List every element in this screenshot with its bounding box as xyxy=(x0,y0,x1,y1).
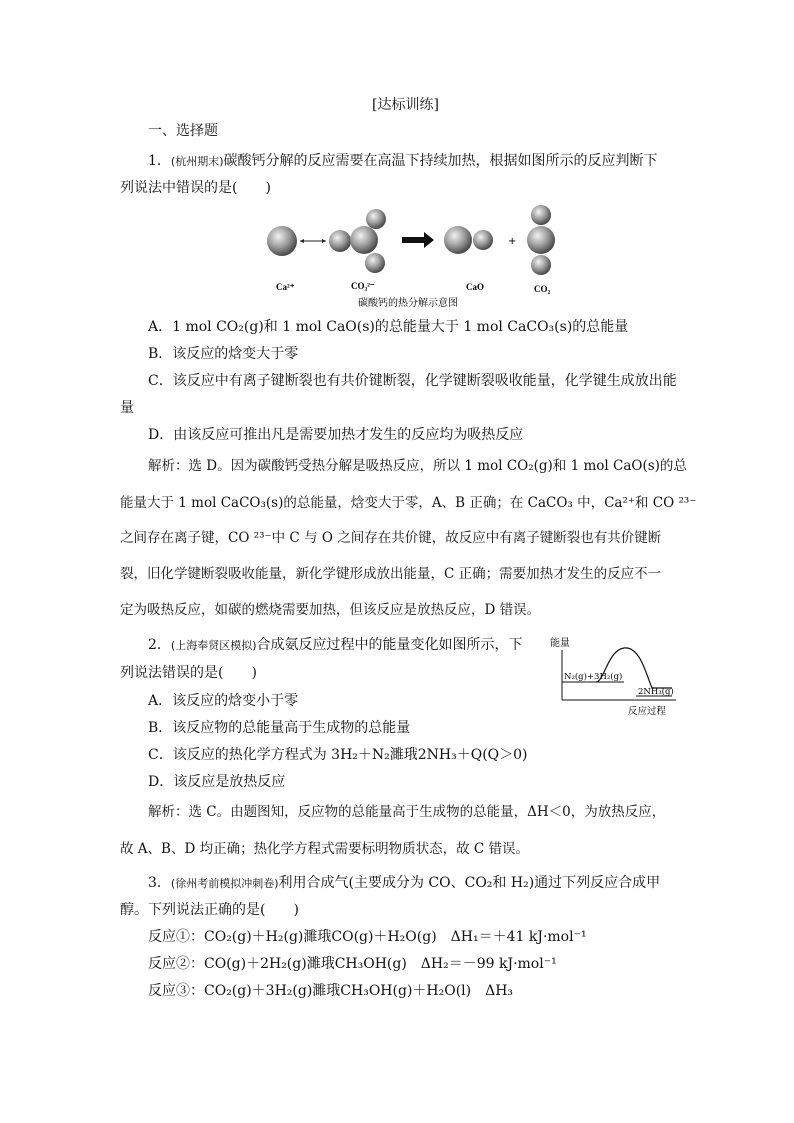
label-ca-ion: Ca²⁺ xyxy=(276,282,295,292)
co2-o-bottom xyxy=(531,255,551,275)
q1-option-c-line2: 量 xyxy=(120,400,134,416)
q1-number: 1． xyxy=(148,153,171,169)
q1-decomposition-figure xyxy=(258,202,578,310)
q1-analysis-line2: 能量大于 1 mol CaCO₃(s)的总能量，焓变大于零，A、B 正确；在 CaCO₃ 中，Ca²⁺和 CO ²³⁻ xyxy=(120,495,697,511)
cao-ca-sphere xyxy=(444,226,472,254)
q2-stem-line2: 列说法错误的是( ) xyxy=(120,665,257,681)
q1-stem-text: 碳酸钙分解的反应需要在高温下持续加热，根据如图所示的反应判断下 xyxy=(223,153,658,169)
co3-c-center xyxy=(350,226,378,254)
q1-analysis-line3: 之间存在离子键，CO ²³⁻中 C 与 O 之间存在共价键，故反应中有离子键断裂也有共价键断 xyxy=(120,530,662,546)
q2-option-b: B．该反应物的总能量高于生成物的总能量 xyxy=(148,720,411,736)
ionic-bond-arrow-icon xyxy=(300,239,326,243)
label-co3-ion: CO₃²⁻ xyxy=(351,281,375,291)
q3-source: (徐州考前模拟冲刺卷) xyxy=(170,877,279,890)
part-heading: 一、选择题 xyxy=(148,123,218,139)
co2-o-top xyxy=(531,205,551,225)
section-title: [达标训练] xyxy=(372,97,439,113)
q3-number: 3． xyxy=(148,875,171,891)
co3-o-bottom xyxy=(365,253,385,273)
q3-reaction-2: 反应②：CO(g)＋2H₂(g)濉珴CH₃OH(g) ΔH₂＝－99 kJ·mol⁻¹ xyxy=(148,956,557,972)
q3-reaction-1: 反应①：CO₂(g)＋H₂(g)濉珴CO(g)＋H₂O(g) ΔH₁＝＋41 kJ·mol⁻¹ xyxy=(148,929,587,945)
q2-source: (上海奉贤区模拟) xyxy=(170,639,257,652)
label-cao: CaO xyxy=(466,282,484,292)
q1-option-b: B．该反应的焓变大于零 xyxy=(148,346,299,362)
q2-analysis-line1: 解析：选 C。由题图知，反应物的总能量高于生成物的总能量，ΔH＜0，为放热反应， xyxy=(148,804,666,820)
q2-option-a: A．该反应的焓变小于零 xyxy=(148,693,299,709)
ca-ion-sphere xyxy=(267,226,297,256)
figure-plus: + xyxy=(508,236,517,247)
reactant-label: N₂(g)+3H₂(g) xyxy=(564,672,623,682)
q1-analysis-line1: 解析：选 D。因为碳酸钙受热分解是吸热反应，所以 1 mol CO₂(g)和 1 mol CaO(s)的总 xyxy=(148,458,687,474)
figure-caption: 碳酸钙的热分解示意图 xyxy=(358,298,458,309)
q2-stem-text: 合成氨反应过程中的能量变化如图所示，下 xyxy=(256,637,523,653)
y-axis-label-top: 能量 xyxy=(550,638,570,649)
q1-stem-line2: 列说法中错误的是( ) xyxy=(120,180,271,196)
q2-analysis-line2: 故 A、B、D 均正确；热化学方程式需要标明物质状态，故 C 错误。 xyxy=(120,841,529,857)
q3-reaction-3: 反应③：CO₂(g)＋3H₂(g)濉珴CH₃OH(g)＋H₂O(l) ΔH₃ xyxy=(148,983,514,999)
q1-option-c-line1: C．该反应中有离子键断裂也有共价键断裂，化学键断裂吸收能量，化学键生成放出能 xyxy=(148,373,677,389)
q1-option-d: D．由该反应可推出凡是需要加热才发生的反应均为吸热反应 xyxy=(148,427,524,443)
reaction-arrow-icon xyxy=(402,232,434,248)
q2-energy-diagram xyxy=(546,636,678,718)
q1-option-a: A．1 mol CO₂(g)和 1 mol CaO(s)的总能量大于 1 mol CaCO₃(s)的总能量 xyxy=(148,319,629,335)
q2-number: 2． xyxy=(148,637,171,653)
co3-o-top xyxy=(366,209,386,229)
co2-c-center xyxy=(527,226,555,254)
product-label: 2NH₃(g) xyxy=(638,687,674,697)
label-co2: CO₂ xyxy=(534,284,551,294)
x-axis-label: 反应过程 xyxy=(628,706,667,717)
co3-o-left xyxy=(329,230,351,252)
q1-source: (杭州期末) xyxy=(170,155,224,168)
q2-option-c: C．该反应的热化学方程式为 3H₂＋N₂濉珴2NH₃＋Q(Q＞0) xyxy=(148,747,528,763)
cao-o-sphere xyxy=(473,230,493,250)
q3-stem-line2: 醇。下列说法正确的是( ) xyxy=(120,902,299,918)
q2-option-d: D．该反应是放热反应 xyxy=(148,774,286,790)
q1-stem-line1 xyxy=(148,154,658,168)
q1-analysis-line4: 裂，旧化学键断裂吸收能量，新化学键形成放出能量，C 正确；需要加热才发生的反应不一 xyxy=(120,566,662,582)
q1-analysis-line5: 定为吸热反应，如碳的燃烧需要加热，但该反应是放热反应，D 错误。 xyxy=(120,602,541,618)
q2-stem-line1 xyxy=(148,638,523,652)
q3-stem-line1 xyxy=(148,876,660,890)
q3-stem-text: 利用合成气(主要成分为 CO、CO₂和 H₂)通过下列反应合成甲 xyxy=(278,875,661,891)
